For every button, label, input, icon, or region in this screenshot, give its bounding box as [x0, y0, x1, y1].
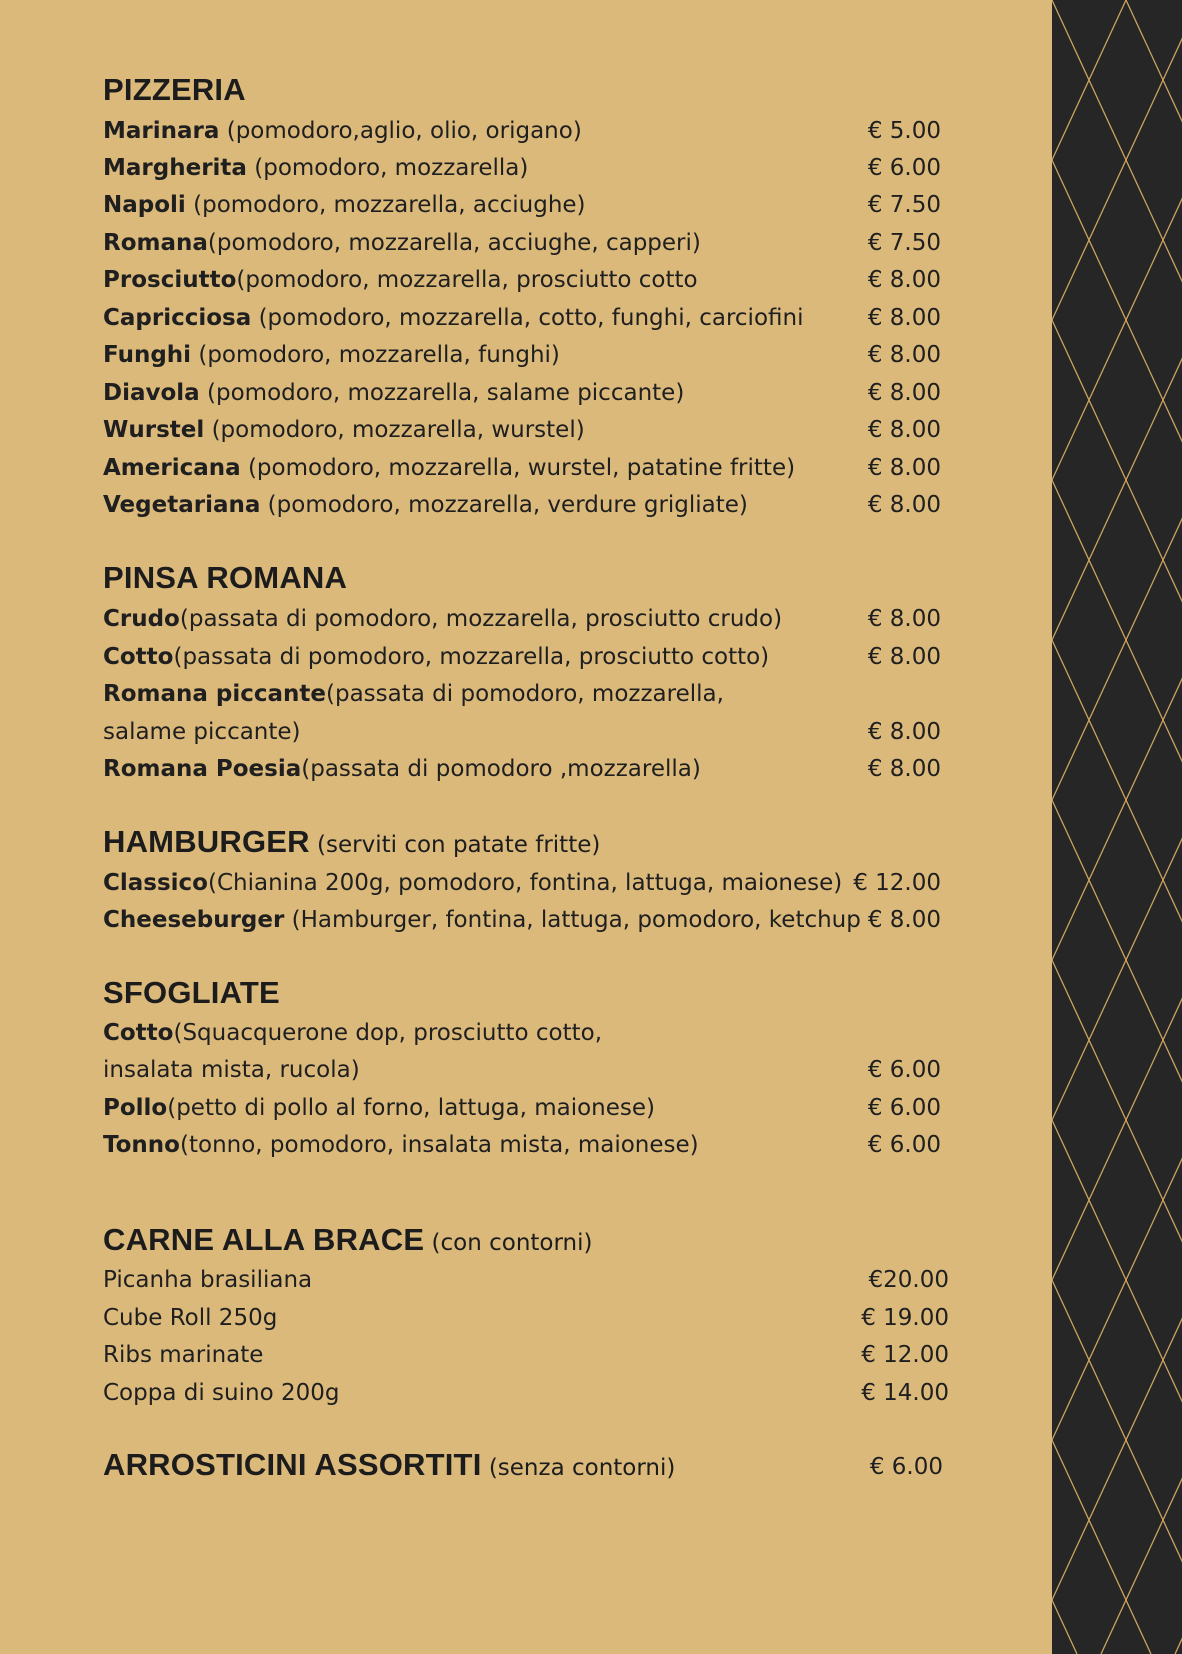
item-price: € 8.00	[867, 342, 941, 368]
item-price: € 6.00	[869, 1454, 943, 1480]
item-price: € 6.00	[867, 1132, 941, 1158]
menu-item	[103, 303, 803, 333]
item-name: Cotto	[103, 1020, 174, 1046]
menu-item	[103, 190, 586, 220]
menu-item	[103, 116, 582, 146]
item-name: Wurstel	[103, 417, 205, 443]
section-title-hamburger: HAMBURGER (serviti con patate fritte)	[103, 824, 601, 859]
item-price: € 6.00	[867, 1057, 941, 1083]
item-price: € 6.00	[867, 155, 941, 181]
menu-item	[103, 228, 701, 258]
item-name: Cheeseburger	[103, 907, 285, 933]
item-price: € 12.00	[861, 1342, 949, 1368]
item-name: Capricciosa	[103, 305, 252, 331]
item-name: Napoli	[103, 192, 186, 218]
item-desc: (pomodoro, mozzarella, cotto, funghi, carciofini	[251, 305, 804, 331]
menu-item	[103, 453, 795, 483]
item-desc-continued: salame piccante)	[103, 719, 301, 745]
item-price: € 8.00	[867, 644, 941, 670]
menu-item	[103, 378, 684, 408]
item-price: € 8.00	[867, 417, 941, 443]
item-price: € 8.00	[867, 606, 941, 632]
item-price: € 8.00	[867, 907, 941, 933]
section-title-sfogliate: SFOGLIATE	[103, 975, 280, 1010]
item-name: Tonno	[103, 1132, 180, 1158]
pattern-line	[1052, 0, 1126, 1654]
item-price: € 6.00	[867, 1095, 941, 1121]
item-name: Margherita	[103, 155, 247, 181]
pattern-line	[1052, 0, 1182, 1654]
argyle-pattern-graphic	[1052, 0, 1182, 1654]
pattern-line	[1052, 0, 1182, 1654]
section-title-pinsa: PINSA ROMANA	[103, 560, 348, 595]
item-desc: (passata di pomodoro, mozzarella, prosciutto cotto)	[173, 644, 770, 670]
menu-item	[103, 1265, 312, 1295]
item-name: Funghi	[103, 342, 192, 368]
menu-item	[103, 415, 585, 445]
item-desc: (Squacquerone dop, prosciutto cotto,	[173, 1020, 603, 1046]
menu-item	[103, 868, 842, 898]
pattern-line	[1052, 0, 1182, 1654]
pattern-line	[1052, 0, 1182, 1654]
item-price: € 7.50	[867, 192, 941, 218]
pattern-line	[1052, 0, 1182, 1654]
item-price: € 14.00	[861, 1380, 949, 1406]
item-desc: (pomodoro, mozzarella, prosciutto cotto	[236, 267, 698, 293]
item-name: Pollo	[103, 1095, 168, 1121]
item-name: Americana	[103, 455, 241, 481]
item-name: Picanha brasiliana	[103, 1267, 313, 1293]
item-desc: (pomodoro, mozzarella, salame piccante)	[199, 380, 685, 406]
pattern-line	[1052, 0, 1182, 1654]
item-price: € 5.00	[867, 118, 941, 144]
item-name: Ribs marinate	[103, 1342, 264, 1368]
item-name: Marinara	[103, 118, 220, 144]
menu-item	[103, 754, 701, 784]
menu-item	[103, 265, 698, 295]
section-subtitle: (con contorni)	[424, 1230, 593, 1256]
item-desc: (passata di pomodoro ,mozzarella)	[301, 756, 701, 782]
item-price: € 8.00	[867, 756, 941, 782]
item-desc: (petto di pollo al forno, lattuga, maionese)	[167, 1095, 656, 1121]
menu-item	[103, 604, 782, 634]
pattern-line	[1175, 0, 1182, 1654]
pattern-line	[1052, 0, 1182, 1654]
item-desc: (Hamburger, fontina, lattuga, pomodoro, ketchup	[284, 907, 861, 933]
menu-item	[103, 1130, 699, 1160]
pattern-line	[1052, 0, 1182, 1654]
menu-item	[103, 490, 748, 520]
item-price: € 8.00	[867, 305, 941, 331]
section-title-arrosticini: ARROSTICINI ASSORTITI (senza contorni)	[103, 1447, 676, 1482]
menu-item	[103, 153, 528, 183]
menu-item	[103, 905, 861, 935]
item-desc: (pomodoro, mozzarella, wurstel, patatine fritte)	[240, 455, 796, 481]
item-desc: (passata di pomodoro, mozzarella, prosciutto crudo)	[179, 606, 783, 632]
item-price: € 8.00	[867, 492, 941, 518]
pattern-line	[1052, 0, 1182, 1654]
pattern-line	[1052, 0, 1182, 1654]
item-name: Prosciutto	[103, 267, 237, 293]
menu-item	[103, 340, 560, 370]
pattern-line	[1052, 0, 1182, 1654]
item-name: Romana piccante	[103, 681, 327, 707]
item-price: € 8.00	[867, 455, 941, 481]
item-name: Diavola	[103, 380, 200, 406]
menu-item	[103, 642, 769, 672]
item-desc: (pomodoro, mozzarella, verdure grigliate)	[260, 492, 748, 518]
pattern-line	[1052, 0, 1182, 1654]
menu-item	[103, 1018, 602, 1048]
item-name: Classico	[103, 870, 208, 896]
item-desc: (passata di pomodoro, mozzarella,	[326, 681, 724, 707]
pattern-line	[1052, 0, 1182, 1654]
section-subtitle: (senza contorni)	[481, 1455, 676, 1481]
menu-item	[103, 679, 724, 709]
pattern-line	[1052, 0, 1151, 1654]
item-name: Romana Poesia	[103, 756, 302, 782]
menu-item	[103, 1340, 263, 1370]
item-desc-continued: insalata mista, rucola)	[103, 1057, 360, 1083]
section-title-pizzeria: PIZZERIA	[103, 72, 246, 107]
item-name: Crudo	[103, 606, 180, 632]
pattern-line	[1052, 0, 1182, 1654]
item-price: €20.00	[868, 1267, 949, 1293]
item-desc: (pomodoro, mozzarella)	[246, 155, 529, 181]
item-desc: (tonno, pomodoro, insalata mista, maionese)	[180, 1132, 699, 1158]
item-desc: (pomodoro, mozzarella, wurstel)	[204, 417, 585, 443]
item-price: € 12.00	[853, 870, 941, 896]
pattern-line	[1052, 0, 1182, 1654]
pattern-line	[1052, 0, 1182, 1654]
pattern-line	[1052, 0, 1182, 1654]
item-name: Romana	[103, 230, 208, 256]
item-name: Cube Roll 250g	[103, 1305, 278, 1331]
menu-item	[103, 1378, 339, 1408]
item-name: Vegetariana	[103, 492, 261, 518]
menu-item	[103, 1303, 277, 1333]
section-subtitle: (serviti con patate fritte)	[309, 832, 601, 858]
item-price: € 8.00	[867, 719, 941, 745]
item-price: € 19.00	[861, 1305, 949, 1331]
menu-item	[103, 1093, 655, 1123]
item-desc: (pomodoro, mozzarella, acciughe, capperi)	[207, 230, 701, 256]
decorative-diamond-pattern	[1052, 0, 1182, 1654]
pattern-line	[1052, 0, 1182, 1654]
pattern-line	[1126, 0, 1182, 1654]
item-price: € 7.50	[867, 230, 941, 256]
item-desc: (pomodoro, mozzarella, funghi)	[191, 342, 560, 368]
item-desc: (Chianina 200g, pomodoro, fontina, lattuga, maionese)	[207, 870, 843, 896]
item-name: Coppa di suino 200g	[103, 1380, 340, 1406]
section-title-carne: CARNE ALLA BRACE (con contorni)	[103, 1222, 593, 1257]
item-price: € 8.00	[867, 267, 941, 293]
item-desc: (pomodoro, mozzarella, acciughe)	[185, 192, 586, 218]
item-desc: (pomodoro,aglio, olio, origano)	[219, 118, 582, 144]
item-name: Cotto	[103, 644, 174, 670]
item-price: € 8.00	[867, 380, 941, 406]
